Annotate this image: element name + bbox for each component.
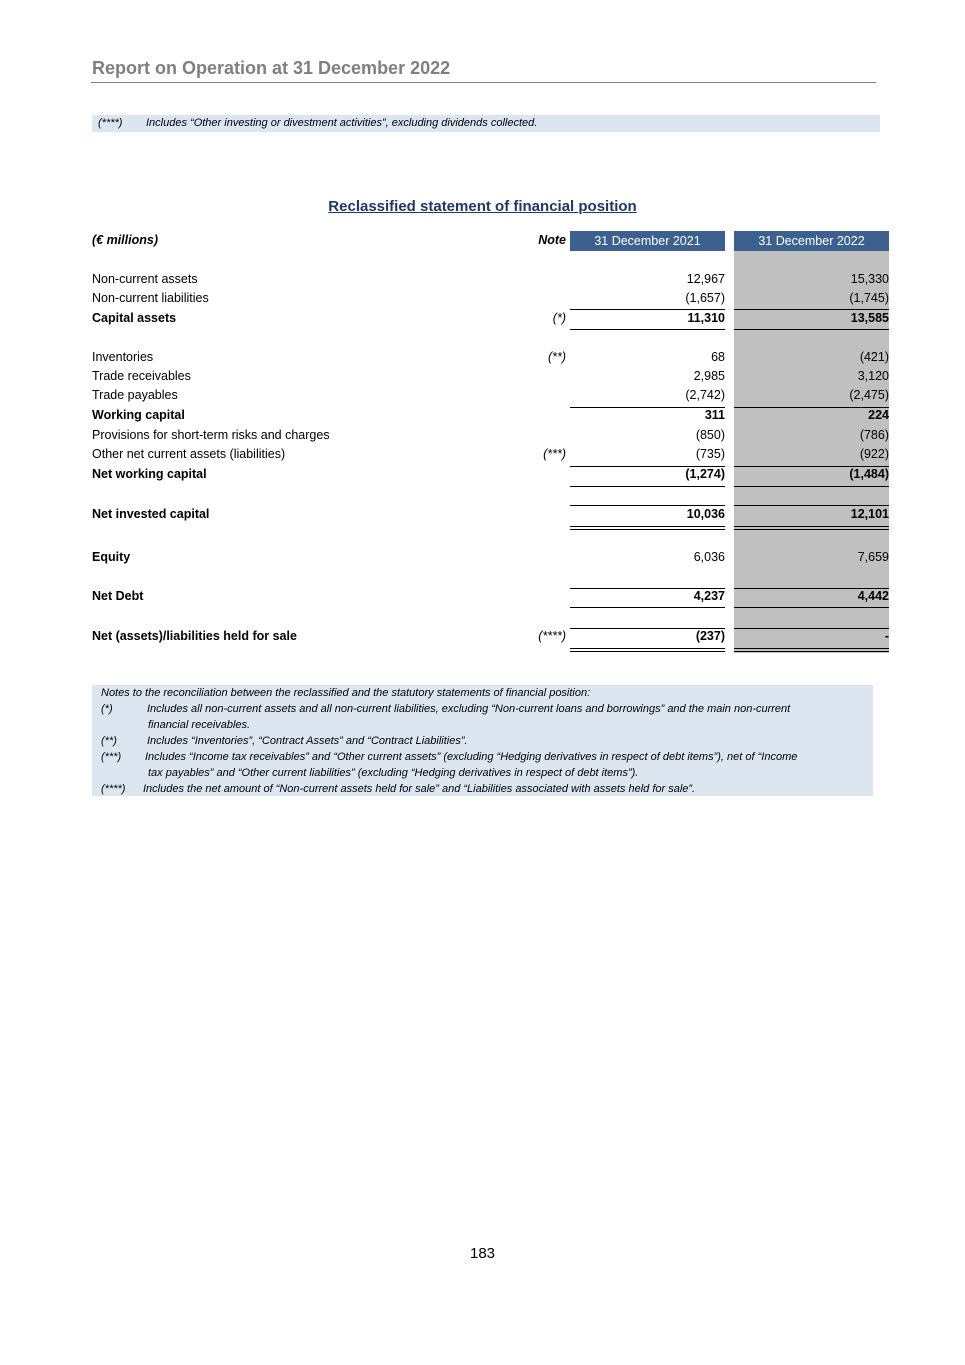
rule <box>734 329 889 330</box>
row-value-2022: (2,475) <box>849 388 889 402</box>
rule <box>570 648 725 649</box>
page-header-title: Report on Operation at 31 December 2022 <box>92 58 451 78</box>
table-row <box>0 271 965 290</box>
row-note: (****) <box>538 629 566 643</box>
row-label: Net (assets)/liabilities held for sale <box>92 629 297 643</box>
row-value-2022: 12,101 <box>850 507 889 521</box>
table-row <box>0 549 965 568</box>
column-header-2021: 31 December 2021 <box>570 231 725 251</box>
row-label: Inventories <box>92 350 154 364</box>
row-value-2022: (1,484) <box>849 467 889 481</box>
row-value-2022: (786) <box>859 428 889 442</box>
rule <box>734 505 889 506</box>
row-value-2021: 2,985 <box>693 369 725 383</box>
rule <box>570 607 725 608</box>
row-value-2021: (237) <box>695 629 725 643</box>
note-text: Includes “Inventories”, “Contract Assets” and “Contract Liabilities”. <box>147 735 468 747</box>
rule <box>570 529 725 530</box>
row-label: Other net current assets (liabilities) <box>92 447 286 461</box>
row-value-2022: 7,659 <box>857 550 889 564</box>
rule <box>734 607 889 608</box>
rule <box>734 486 889 487</box>
rule <box>570 588 725 589</box>
table-row <box>0 310 965 329</box>
table-row <box>0 506 965 525</box>
note-mark: (**) <box>101 735 117 747</box>
row-label: Non-current assets <box>92 272 198 286</box>
row-value-2021: 6,036 <box>693 550 725 564</box>
rule <box>734 526 889 527</box>
rule <box>570 329 725 330</box>
row-value-2021: 10,036 <box>686 507 725 521</box>
table-row <box>0 290 965 309</box>
row-value-2022: (922) <box>859 447 889 461</box>
rule <box>734 588 889 589</box>
row-value-2022: 4,442 <box>857 589 889 603</box>
table-row <box>0 588 965 607</box>
row-label: Trade receivables <box>92 369 191 383</box>
note-text: financial receivables. <box>148 719 251 731</box>
note-text: Includes the net amount of “Non-current assets held for sale” and “Liabilities associated with assets held for sale”. <box>143 783 696 795</box>
rule <box>570 628 725 629</box>
row-value-2022: 3,120 <box>857 369 889 383</box>
row-label: Working capital <box>92 408 185 422</box>
table-title: Reclassified statement of financial position <box>328 198 637 215</box>
row-value-2021: 12,967 <box>686 272 725 286</box>
rule <box>570 466 725 467</box>
note-text: tax payables” and “Other current liabilities” (excluding “Hedging derivatives in respect of debt items”). <box>148 767 639 779</box>
row-note: (*) <box>552 311 566 325</box>
rule <box>570 526 725 527</box>
row-label: Provisions for short-term risks and charges <box>92 428 330 442</box>
reconciliation-notes <box>92 685 873 796</box>
row-note: (***) <box>543 447 566 461</box>
rule <box>570 505 725 506</box>
rule <box>734 309 889 310</box>
rule <box>734 529 889 530</box>
row-label: Equity <box>92 550 131 564</box>
page-number: 183 <box>469 1245 496 1262</box>
table-row <box>0 427 965 446</box>
table-row <box>0 349 965 368</box>
table-row <box>0 466 965 485</box>
row-label: Net working capital <box>92 467 207 481</box>
row-label: Non-current liabilities <box>92 291 209 305</box>
row-value-2022: 15,330 <box>850 272 889 286</box>
row-value-2022: 224 <box>868 408 889 422</box>
row-label: Trade payables <box>92 388 178 402</box>
column-header-2022: 31 December 2022 <box>734 231 889 251</box>
row-value-2021: (1,657) <box>685 291 725 305</box>
table-row <box>0 368 965 387</box>
unit-label: (€ millions) <box>92 233 158 247</box>
note-text: Includes “Income tax receivables” and “Other current assets” (excluding “Hedging derivatives in respect of debt items”), net of “Income <box>145 751 798 763</box>
row-value-2022: (421) <box>859 350 889 364</box>
note-mark: (****) <box>101 783 126 795</box>
rule <box>734 466 889 467</box>
row-note: (**) <box>547 350 566 364</box>
table-row <box>0 446 965 465</box>
rule <box>570 309 725 310</box>
row-value-2021: (1,274) <box>685 467 725 481</box>
rule <box>570 407 725 408</box>
rule <box>734 648 889 649</box>
rule <box>734 628 889 629</box>
note-text: Includes all non-current assets and all non-current liabilities, excluding “Non-current loans and borrowings” and the main non-current <box>147 703 791 715</box>
table-row <box>0 387 965 406</box>
row-value-2022: - <box>884 629 889 643</box>
row-value-2022: (1,745) <box>849 291 889 305</box>
row-value-2021: 11,310 <box>687 311 725 325</box>
note-column-header: Note <box>538 233 566 247</box>
top-footnote-text: Includes “Other investing or divestment activities”, excluding dividends collected. <box>146 117 538 129</box>
row-value-2021: (2,742) <box>685 388 725 402</box>
row-value-2021: 68 <box>711 350 725 364</box>
rule <box>734 407 889 408</box>
row-value-2021: (850) <box>695 428 725 442</box>
note-mark: (*) <box>101 703 113 715</box>
row-value-2021: (735) <box>695 447 725 461</box>
row-value-2021: 311 <box>704 408 725 422</box>
row-label: Net Debt <box>92 589 144 603</box>
rule <box>570 651 725 652</box>
table-row <box>0 407 965 426</box>
notes-intro: Notes to the reconciliation between the reclassified and the statutory statements of financial position: <box>101 687 591 699</box>
header-rule <box>91 82 876 83</box>
top-footnote-mark: (****) <box>98 117 123 129</box>
table-row <box>0 628 965 647</box>
row-value-2022: 13,585 <box>850 311 889 325</box>
note-mark: (***) <box>101 751 122 763</box>
row-label: Net invested capital <box>92 507 210 521</box>
rule <box>570 486 725 487</box>
rule <box>734 651 889 652</box>
row-label: Capital assets <box>92 311 177 325</box>
row-value-2021: 4,237 <box>693 589 725 603</box>
top-footnote <box>92 115 880 132</box>
